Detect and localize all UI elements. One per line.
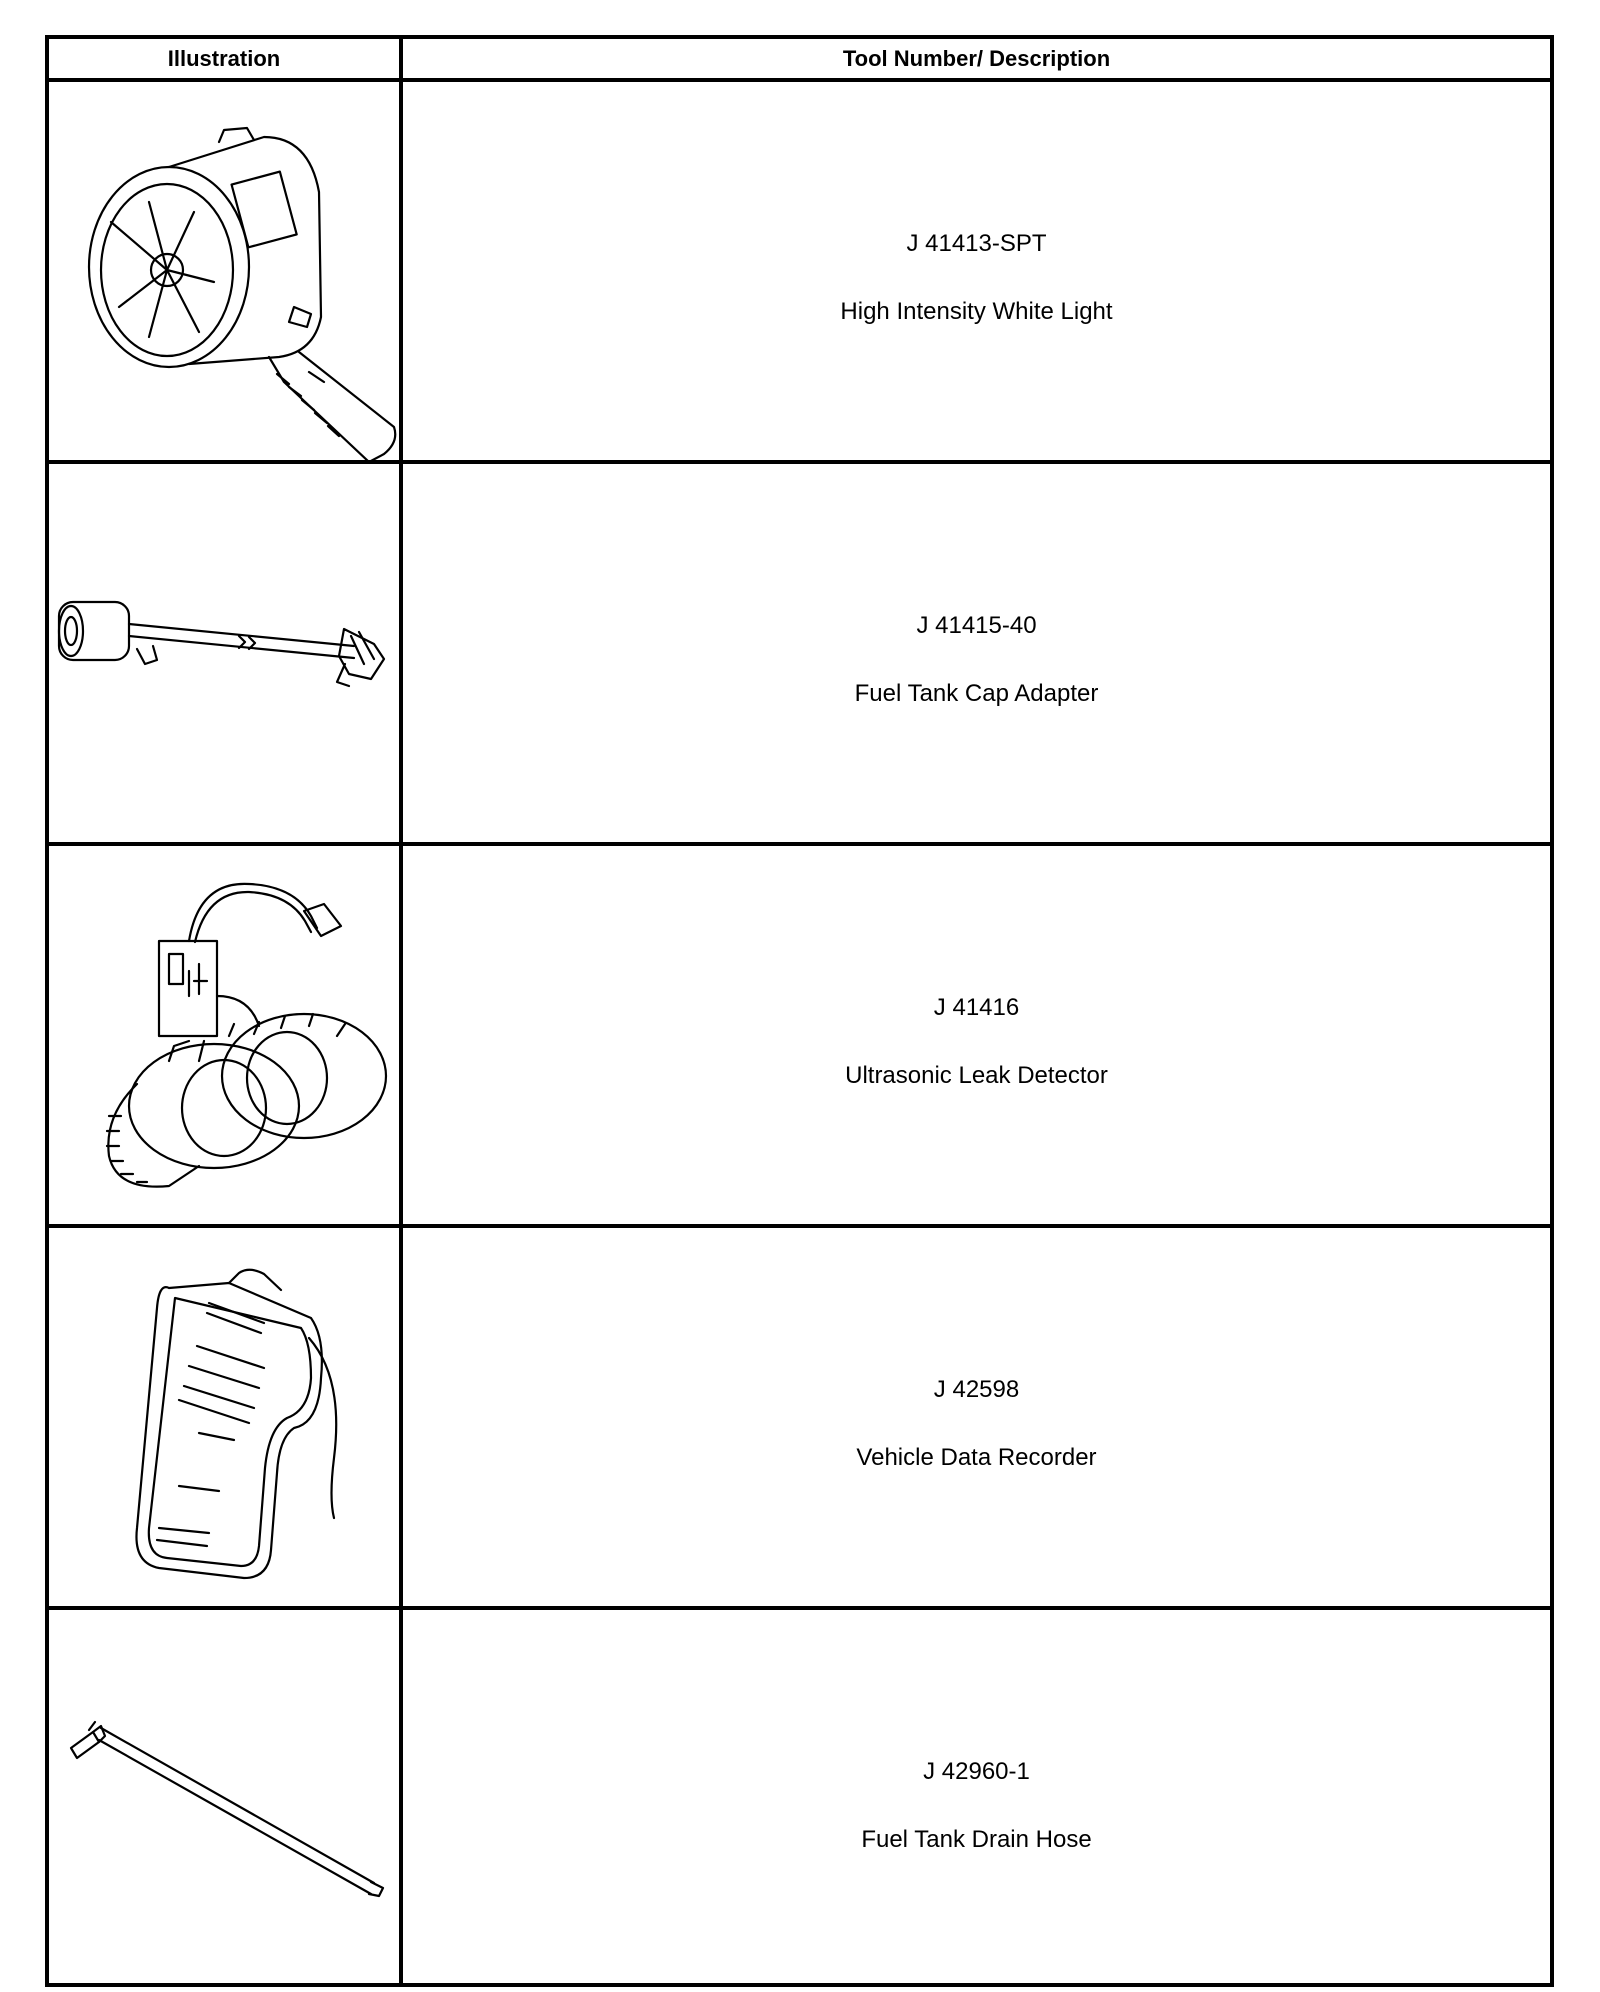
table-row [49,1228,1550,1606]
tool-number: J 42960-1 [923,1758,1030,1785]
header-tool-number-description: Tool Number/ Description [842,46,1111,71]
tool-description-cell [403,1610,1550,1988]
tool-description: Fuel Tank Drain Hose [861,1826,1092,1853]
table-row [49,82,1550,460]
tool-description-cell [403,464,1550,842]
spotlight-icon [49,82,399,460]
tool-number: J 42598 [933,1376,1020,1403]
tool-number: J 41415-40 [916,612,1037,639]
table-header [49,39,1550,82]
drain-hose-icon [49,1610,399,1988]
tool-table [45,35,1554,1987]
tool-number: J 41413-SPT [906,230,1047,257]
cap-adapter-icon [49,464,399,842]
tool-description-cell [403,846,1550,1224]
tool-description: Vehicle Data Recorder [856,1444,1097,1471]
table-row [49,1610,1550,1988]
tool-number: J 41416 [933,994,1020,1021]
header-illustration: Illustration [167,46,281,71]
leak-detector-icon [49,846,399,1224]
tool-description-cell [403,82,1550,460]
tool-description-cell [403,1228,1550,1606]
tool-description: Fuel Tank Cap Adapter [854,680,1099,707]
tool-description: Ultrasonic Leak Detector [845,1062,1108,1089]
table-row [49,464,1550,842]
table-row [49,846,1550,1224]
tool-description: High Intensity White Light [840,298,1113,325]
data-recorder-icon [49,1228,399,1606]
